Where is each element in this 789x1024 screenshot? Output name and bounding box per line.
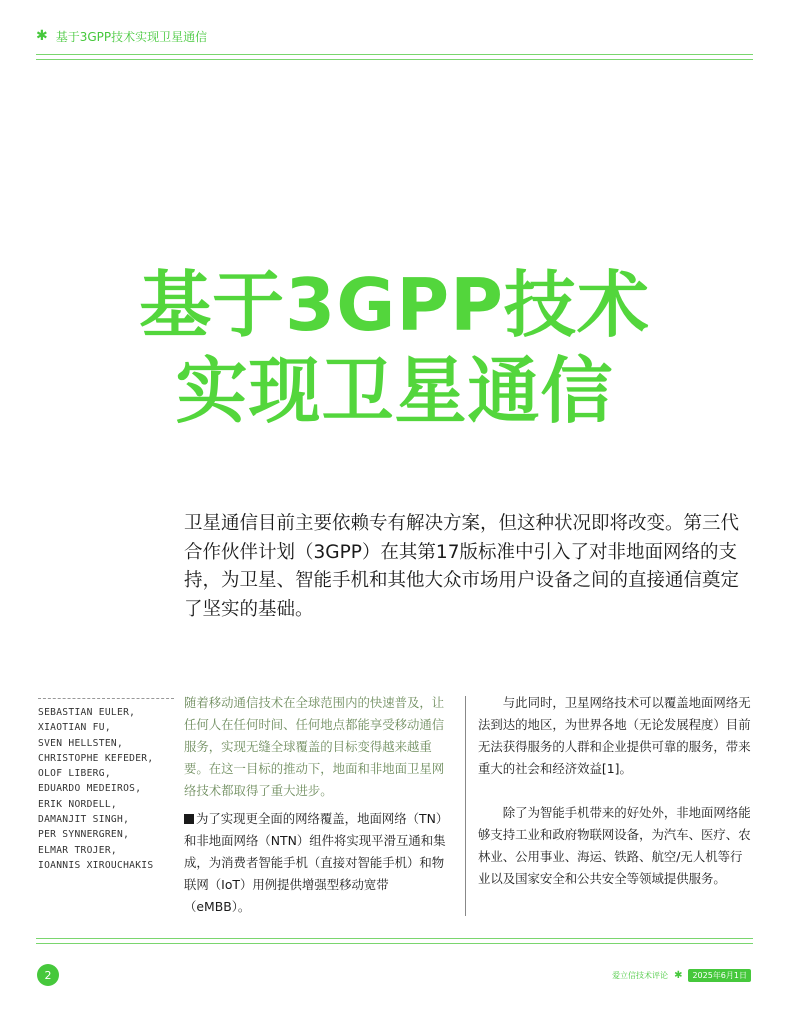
- lead-paragraph: [184, 510, 754, 624]
- author-name: XIAOTIAN FU,: [38, 722, 111, 734]
- footer-info: [612, 969, 751, 982]
- running-header: [36, 26, 753, 46]
- body-column-left: [184, 692, 454, 918]
- footer-rule: [36, 938, 753, 944]
- body-paragraph-text: 为了实现更全面的网络覆盖，地面网络（TN）和非地面网络（NTN）组件将实现平滑互通和集成，为消费者智能手机（直接对智能手机）和物联网（IoT）用例提供增强型移动宽带（eMBB）。: [184, 811, 449, 914]
- lead-text: 卫星通信目前主要依赖专有解决方案，但这种状况即将改变。第三代合作伙伴计划（3GPP）在其第17版标准中引入了对非地面网络的支持，为卫星、智能手机和其他大众市场用户设备之间的直接通信奠定了坚实的基础。: [184, 513, 740, 620]
- body-paragraph: 除了为智能手机带来的好处外，非地面网络能够支持工业和政府物联网设备，为汽车、医疗、农林业、公用事业、海运、铁路、航空/无人机等行业以及国家安全和公共安全等领域提供服务。: [478, 805, 751, 886]
- intro-paragraph: 随着移动通信技术在全球范围内的快速普及，让任何人在任何时间、任何地点都能享受移动通信服务，实现无缝全球覆盖的目标变得越来越重要。在这一目标的推动下，地面和非地面卫星网络技术都取得了重大进步。: [184, 695, 445, 798]
- author-name: PER SYNNERGREN,: [38, 829, 130, 841]
- body-paragraph: [184, 808, 454, 918]
- asterisk-icon: ✱: [674, 970, 683, 981]
- title-line-2: 实现卫星通信: [175, 349, 614, 433]
- title-line-1: 基于3GPP技术: [139, 263, 650, 347]
- page-number: 2: [37, 964, 59, 986]
- author-name: ERIK NORDELL,: [38, 798, 117, 810]
- author-name: IOANNIS XIROUCHAKIS: [38, 859, 154, 871]
- author-name: OLOF LIBERG,: [38, 768, 111, 780]
- asterisk-icon: ✱: [36, 28, 48, 44]
- column-divider: [465, 696, 466, 916]
- publication-date: 2025年6月1日: [688, 969, 751, 982]
- square-bullet-icon: [184, 814, 194, 824]
- author-name: ELMAR TROJER,: [38, 844, 117, 856]
- author-name: DAMANJIT SINGH,: [38, 814, 130, 826]
- author-name: SVEN HELLSTEN,: [38, 737, 124, 749]
- article-title: [0, 262, 789, 434]
- author-name: CHRISTOPHE KEFEDER,: [38, 752, 154, 764]
- publication-name: 爱立信技术评论: [612, 971, 669, 980]
- body-paragraph: 与此同时，卫星网络技术可以覆盖地面网络无法到达的地区，为世界各地（无论发展程度）目前无法获得服务的人群和企业提供可靠的服务，带来重大的社会和经济效益[1]。: [478, 695, 751, 776]
- header-rule: [36, 54, 753, 60]
- author-list: [38, 698, 174, 873]
- body-column-right: [478, 692, 753, 890]
- author-name: SEBASTIAN EULER,: [38, 707, 136, 718]
- author-name: EDUARDO MEDEIROS,: [38, 783, 142, 795]
- running-header-title: 基于3GPP技术实现卫星通信: [55, 29, 208, 44]
